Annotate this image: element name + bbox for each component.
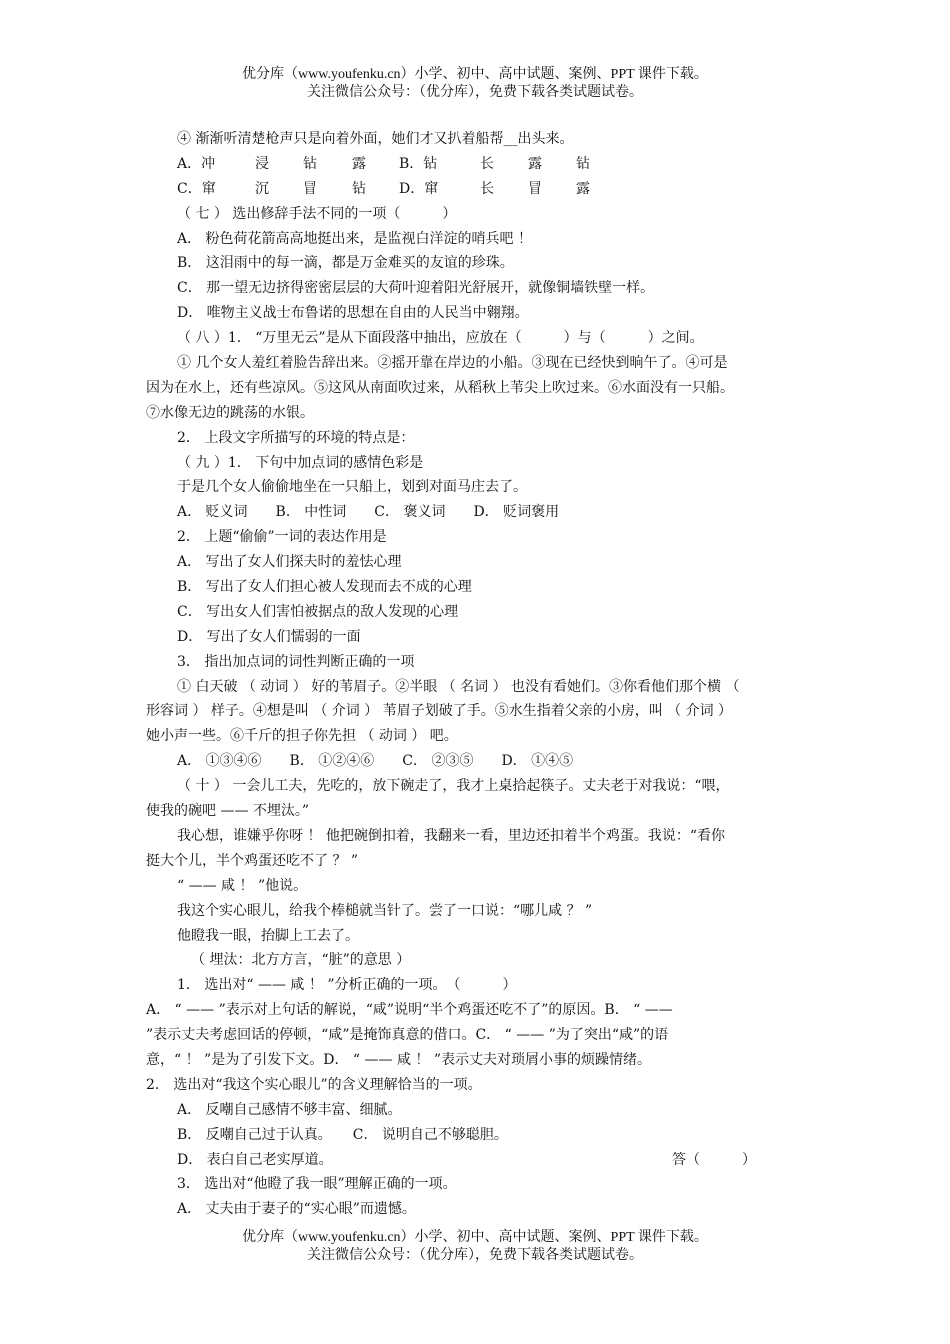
text-line: D． 唯物主义战士布鲁诺的思想在自由的人民当中翱翔。: [177, 305, 529, 322]
text-line: C． 那一望无边挤得密密层层的大荷叶迎着阳光舒展开，就像铜墙铁壁一样。: [177, 280, 655, 297]
option-cell: 露: [528, 155, 542, 172]
text-line: “ —— 咸 ！ ”他说。: [177, 877, 308, 894]
option-cell: D．窜: [399, 180, 439, 197]
text-line: ① 白天破 （ 动词 ） 好的苇眉子。②半眼 （ 名词 ） 也没有看她们。③你看他们那个横 （: [177, 678, 740, 695]
text-line: 2． 选出对“我这个实心眼儿”的含义理解恰当的一项。: [146, 1076, 482, 1093]
text-line: 使我的碗吧 —— 不埋汰。”: [146, 803, 310, 820]
footer-line-2: 关注微信公众号：（优分库），免费下载各类试题试卷。: [307, 1248, 643, 1263]
text-line: 意，“ ！ ”是为了引发下文。D． “ —— 咸 ！ ”表示丈夫对琐屑小事的烦躁情绪。: [146, 1051, 652, 1068]
text-line: 3． 指出加点词的词性判断正确的一项: [177, 653, 415, 670]
text-line: C． 写出女人们害怕被据点的敌人发现的心理: [177, 603, 459, 620]
page-footer: [0, 1229, 950, 1265]
text-line: A． 丈夫由于妻子的“实心眼”而遗憾。: [177, 1201, 416, 1218]
text-line: A． ①③④⑥ B． ①②④⑥ C． ②③⑤ D． ①④⑤: [177, 753, 574, 770]
text-line: ① 几个女人羞红着脸告辞出来。②摇开靠在岸边的小船。③现在已经快到晌午了。④可是: [177, 355, 728, 372]
text-line: A． “ —— ”表示对上句话的解说，“咸”说明“半个鸡蛋还吃不了”的原因。B． “ ——: [146, 1002, 673, 1019]
option-cell: 长: [480, 155, 494, 172]
answer-blank: 答（ ）: [672, 1151, 756, 1168]
text-line: A． 写出了女人们探夫时的羞怯心理: [177, 554, 402, 571]
text-line: 她小声一些。⑥千斤的担子你先担 （ 动词 ） 吧。: [146, 728, 458, 745]
text-line: 他瞪我一眼，抬脚上工去了。: [177, 927, 359, 944]
option-cell: 沉: [255, 180, 269, 197]
text-line: 我这个实心眼儿，给我个棒槌就当针了。尝了一口说：“哪儿咸 ？ ”: [177, 902, 593, 919]
footer-line-1: 优分库（www.youfenku.cn）小学、初中、高中试题、案例、PPT 课件下载。: [242, 1230, 708, 1245]
question-heading: （ 七 ） 选出修辞手法不同的一项（ ）: [177, 205, 457, 222]
option-cell: 冒: [303, 180, 317, 197]
text-line: B． 写出了女人们担心被人发现而去不成的心理: [177, 579, 472, 596]
text-line: 1． 选出对“ —— 咸 ！ ”分析正确的一项。 （ ）: [177, 977, 517, 994]
option-cell: 露: [576, 180, 590, 197]
option-cell: 长: [480, 180, 494, 197]
header-line-2: 关注微信公众号：（优分库），免费下载各类试题试卷。: [307, 85, 643, 100]
text-line: 3． 选出对“他瞪了我一眼”理解正确的一项。: [177, 1176, 457, 1193]
page-header: [0, 66, 950, 102]
option-row: [0, 152, 950, 177]
text-line: ④ 渐渐听清楚枪声只是向着外面，她们才又扒着船帮__出头来。: [177, 131, 574, 147]
text-line: 挺大个儿，半个鸡蛋还吃不了 ？ ”: [146, 852, 359, 869]
text-line: ”表示丈夫考虑回话的停顿，“咸”是掩饰真意的借口。C． “ —— ”为了突出“咸”的语: [146, 1027, 669, 1044]
option-cell: 钻: [576, 155, 590, 172]
option-cell: 浸: [255, 155, 269, 172]
option-cell: 钻: [303, 155, 317, 172]
text-line: （ 埋汰：北方方言，“脏”的意思 ）: [191, 952, 411, 969]
text-line: A． 反嘲自己感情不够丰富、细腻。: [177, 1101, 402, 1118]
question-heading: （ 十 ） 一会儿工夫，先吃的，放下碗走了，我才上桌拾起筷子。丈夫老于对我说：“喂，: [177, 778, 730, 795]
option-cell: 钻: [352, 180, 366, 197]
text-line: 于是几个女人偷偷地坐在一只船上，划到对面马庄去了。: [177, 479, 527, 496]
header-line-1: 优分库（www.youfenku.cn）小学、初中、高中试题、案例、PPT 课件下载。: [242, 67, 708, 82]
text-line: 2． 上题“偷偷”一词的表达作用是: [177, 529, 387, 546]
option-cell: B．钻: [399, 155, 438, 172]
text-line: D． 写出了女人们懦弱的一面: [177, 628, 361, 645]
document-body: [0, 127, 950, 1222]
option-cell: 冒: [528, 180, 542, 197]
option-row: [0, 177, 950, 202]
text-line: 形容词 ） 样子。④想是叫 （ 介词 ） 苇眉子划破了手。⑤水生指着父亲的小房，叫 （ 介词 ）: [146, 703, 733, 720]
text-line: 因为在水上，还有些凉风。⑤这风从南面吹过来，从稻秋上苇尖上吹过来。⑥水面没有一只船。: [146, 379, 734, 396]
text-line: B． 这泪雨中的每一滴，都是万金难买的友谊的珍珠。: [177, 255, 514, 272]
option-text: D． 表白自己老实厚道。: [177, 1151, 333, 1168]
text-line: B． 反嘲自己过于认真。 C． 说明自己不够聪胆。: [177, 1126, 508, 1143]
text-line: A． 粉色荷花箭高高地挺出来，是监视白洋淀的哨兵吧 ！: [177, 230, 533, 247]
text-line: 我心想，谁嫌乎你呀 ！ 他把碗倒扣着，我翻来一看，里边还扣着半个鸡蛋。我说：“看你: [177, 827, 726, 844]
option-cell: C．窜: [177, 180, 216, 197]
option-cell: A．冲: [177, 155, 216, 172]
text-line: 2． 上段文字所描写的环境的特点是：: [177, 429, 415, 446]
question-heading: （ 八 ）1． “万里无云”是从下面段落中抽出，应放在（ ）与（ ）之间。: [177, 330, 704, 347]
text-line: ⑦水像无边的跳荡的水银。: [146, 404, 314, 421]
question-heading: （ 九 ）1． 下句中加点词的感情色彩是: [177, 454, 424, 471]
text-line: [0, 1148, 950, 1173]
text-line: A． 贬义词 B． 中性词 C． 褒义词 D． 贬词褒用: [177, 504, 560, 521]
option-cell: 露: [352, 155, 366, 172]
